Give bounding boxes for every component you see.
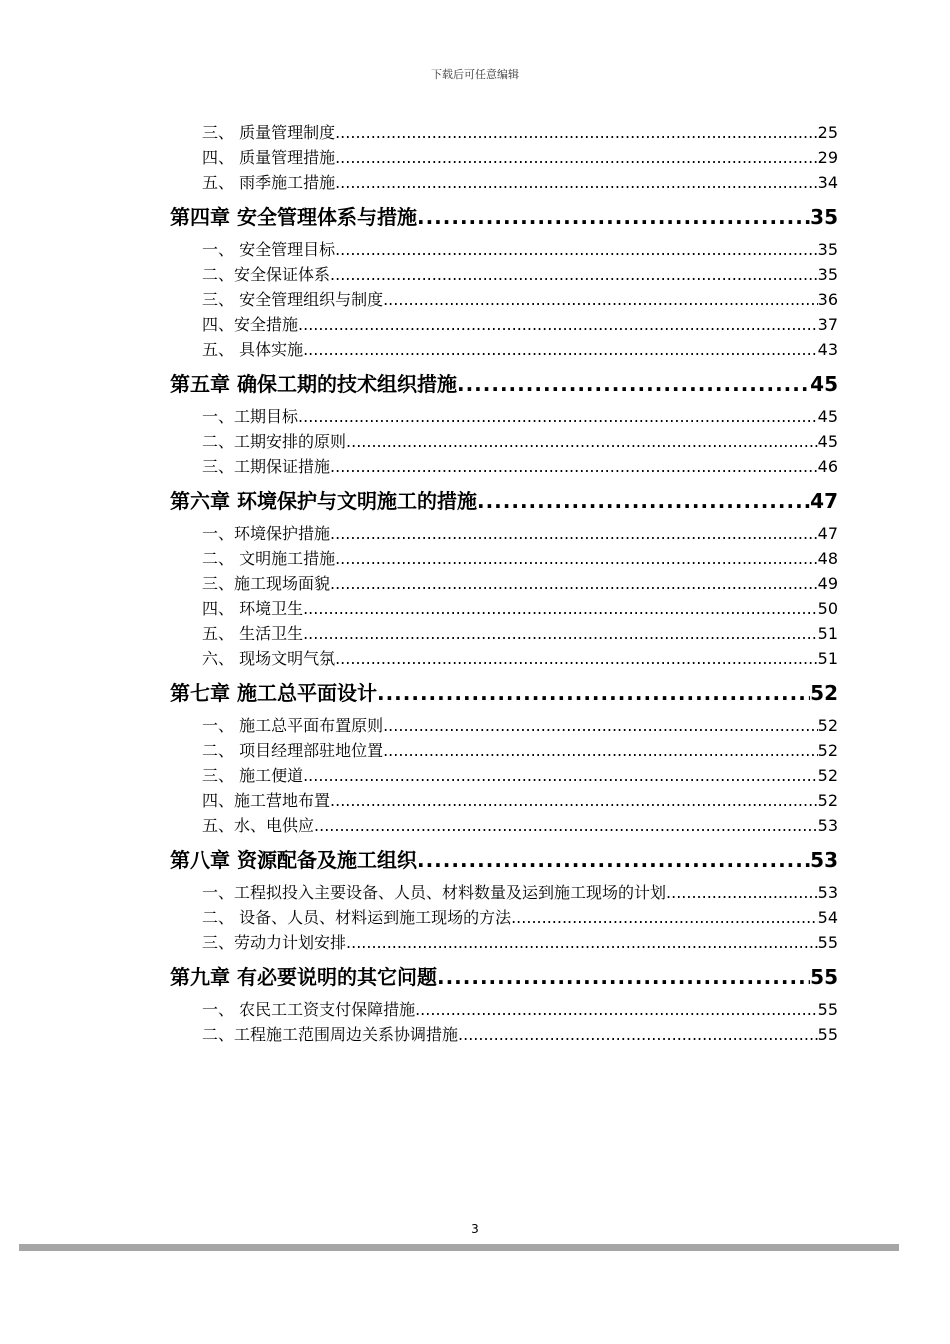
- toc-entry-page: 48: [817, 549, 838, 568]
- toc-entry-page: 34: [817, 173, 838, 192]
- toc-entry-label: 二、工程施工范围周边关系协调措施: [202, 1025, 459, 1044]
- toc-item[interactable]: [170, 454, 838, 479]
- toc-leader-dots: [511, 905, 818, 930]
- toc-entry-page: 29: [817, 148, 838, 167]
- toc-item[interactable]: [170, 713, 838, 738]
- toc-leader-dots: [330, 521, 818, 546]
- toc-item[interactable]: [170, 337, 838, 362]
- toc-item[interactable]: [170, 813, 838, 838]
- toc-entry-label: 第八章 资源配备及施工组织: [170, 848, 417, 872]
- toc-entry-page: 47: [817, 524, 838, 543]
- toc-leader-dots: [457, 366, 810, 402]
- toc-leader-dots: [383, 287, 818, 312]
- toc-entry-page: 53: [817, 816, 838, 835]
- toc-leader-dots: [383, 738, 818, 763]
- toc-entry-page: 45: [817, 407, 838, 426]
- toc-leader-dots: [458, 1022, 818, 1047]
- toc-entry-page: 53: [810, 848, 838, 872]
- toc-entry-page: 51: [817, 649, 838, 668]
- toc-leader-dots: [477, 483, 810, 519]
- toc-entry-label: 四、安全措施: [202, 315, 299, 334]
- toc-entry-page: 46: [817, 457, 838, 476]
- toc-item[interactable]: [170, 880, 838, 905]
- toc-entry-page: 52: [817, 741, 838, 760]
- toc-entry-page: 51: [817, 624, 838, 643]
- toc-entry-page: 36: [817, 290, 838, 309]
- toc-leader-dots: [335, 145, 818, 170]
- toc-entry-page: 52: [817, 791, 838, 810]
- toc-chapter[interactable]: [170, 842, 838, 878]
- toc-item[interactable]: [170, 170, 838, 195]
- toc-leader-dots: [383, 713, 818, 738]
- toc-entry-page: 49: [817, 574, 838, 593]
- toc-leader-dots: [335, 170, 818, 195]
- toc-entry-label: 第五章 确保工期的技术组织措施: [170, 372, 457, 396]
- toc-entry-page: 52: [817, 766, 838, 785]
- toc-entry-label: 三、工期保证措施: [202, 457, 331, 476]
- toc-item[interactable]: [170, 646, 838, 671]
- toc-entry-page: 52: [817, 716, 838, 735]
- toc-leader-dots: [314, 813, 818, 838]
- toc-entry-label: 五、 雨季施工措施: [202, 173, 336, 192]
- toc-entry-label: 四、 质量管理措施: [202, 148, 336, 167]
- toc-leader-dots: [303, 763, 818, 788]
- toc-entry-label: 第六章 环境保护与文明施工的措施: [170, 489, 477, 513]
- toc-entry-page: 45: [810, 372, 838, 396]
- toc-item[interactable]: [170, 763, 838, 788]
- toc-entry-label: 一、工程拟投入主要设备、人员、材料数量及运到施工现场的计划: [202, 883, 667, 902]
- toc-entry-page: 52: [810, 681, 838, 705]
- page-header: 下载后可任意编辑: [431, 68, 519, 81]
- footer-rule: [19, 1244, 899, 1251]
- toc-entry-label: 五、 具体实施: [202, 340, 304, 359]
- toc-item[interactable]: [170, 404, 838, 429]
- toc-item[interactable]: [170, 788, 838, 813]
- toc-entry-label: 第四章 安全管理体系与措施: [170, 205, 417, 229]
- toc-entry-label: 三、 施工便道: [202, 766, 304, 785]
- toc-leader-dots: [346, 930, 818, 955]
- toc-leader-dots: [415, 997, 818, 1022]
- toc-item[interactable]: [170, 546, 838, 571]
- toc-entry-label: 二、 项目经理部驻地位置: [202, 741, 384, 760]
- toc-chapter[interactable]: [170, 199, 838, 235]
- toc-item[interactable]: [170, 262, 838, 287]
- toc-leader-dots: [298, 404, 818, 429]
- toc-entry-label: 三、劳动力计划安排: [202, 933, 347, 952]
- toc-item[interactable]: [170, 312, 838, 337]
- toc-entry-page: 55: [817, 1000, 838, 1019]
- toc-entry-label: 五、 生活卫生: [202, 624, 304, 643]
- toc-leader-dots: [330, 571, 818, 596]
- toc-entry-label: 一、工期目标: [202, 407, 299, 426]
- toc-item[interactable]: [170, 429, 838, 454]
- toc-leader-dots: [303, 337, 818, 362]
- toc-entry-page: 43: [817, 340, 838, 359]
- toc-leader-dots: [335, 120, 818, 145]
- toc-item[interactable]: [170, 120, 838, 145]
- toc-leader-dots: [377, 675, 810, 711]
- toc-leader-dots: [330, 262, 818, 287]
- toc-item[interactable]: [170, 596, 838, 621]
- toc-item[interactable]: [170, 145, 838, 170]
- toc-leader-dots: [335, 646, 818, 671]
- toc-leader-dots: [303, 596, 818, 621]
- toc-leader-dots: [298, 312, 818, 337]
- toc-leader-dots: [666, 880, 818, 905]
- toc-entry-label: 三、施工现场面貌: [202, 574, 331, 593]
- toc-leader-dots: [330, 788, 818, 813]
- toc-entry-label: 一、 安全管理目标: [202, 240, 336, 259]
- toc-entry-page: 47: [810, 489, 838, 513]
- toc-entry-label: 六、 现场文明气氛: [202, 649, 336, 668]
- toc-entry-page: 37: [817, 315, 838, 334]
- toc-entry-page: 55: [817, 1025, 838, 1044]
- toc-chapter[interactable]: [170, 366, 838, 402]
- toc-item[interactable]: [170, 905, 838, 930]
- toc-entry-label: 一、环境保护措施: [202, 524, 331, 543]
- toc-item[interactable]: [170, 1022, 838, 1047]
- toc-leader-dots: [330, 454, 818, 479]
- toc-entry-page: 35: [817, 240, 838, 259]
- toc-entry-label: 三、 安全管理组织与制度: [202, 290, 384, 309]
- table-of-contents: [170, 120, 838, 1047]
- toc-item[interactable]: [170, 930, 838, 955]
- toc-entry-label: 第七章 施工总平面设计: [170, 681, 377, 705]
- toc-leader-dots: [417, 842, 810, 878]
- toc-item[interactable]: [170, 997, 838, 1022]
- toc-chapter[interactable]: [170, 959, 838, 995]
- toc-entry-label: 一、 农民工工资支付保障措施: [202, 1000, 416, 1019]
- toc-entry-label: 四、施工营地布置: [202, 791, 331, 810]
- toc-entry-page: 54: [817, 908, 838, 927]
- toc-chapter[interactable]: [170, 483, 838, 519]
- toc-entry-page: 50: [817, 599, 838, 618]
- toc-entry-label: 二、 设备、人员、材料运到施工现场的方法: [202, 908, 512, 927]
- toc-entry-page: 55: [810, 965, 838, 989]
- toc-entry-label: 一、 施工总平面布置原则: [202, 716, 384, 735]
- toc-entry-page: 25: [817, 123, 838, 142]
- toc-entry-label: 五、水、电供应: [202, 816, 315, 835]
- toc-entry-page: 35: [810, 205, 838, 229]
- page-number: 3: [471, 1222, 479, 1236]
- toc-item[interactable]: [170, 521, 838, 546]
- toc-item[interactable]: [170, 738, 838, 763]
- toc-entry-label: 二、安全保证体系: [202, 265, 331, 284]
- toc-entry-label: 第九章 有必要说明的其它问题: [170, 965, 437, 989]
- toc-item[interactable]: [170, 571, 838, 596]
- toc-entry-label: 四、 环境卫生: [202, 599, 304, 618]
- toc-entry-page: 55: [817, 933, 838, 952]
- toc-entry-label: 二、工期安排的原则: [202, 432, 347, 451]
- toc-chapter[interactable]: [170, 675, 838, 711]
- toc-leader-dots: [335, 546, 818, 571]
- toc-entry-label: 三、 质量管理制度: [202, 123, 336, 142]
- toc-item[interactable]: [170, 287, 838, 312]
- toc-item[interactable]: [170, 237, 838, 262]
- toc-entry-label: 二、 文明施工措施: [202, 549, 336, 568]
- toc-leader-dots: [437, 959, 810, 995]
- toc-leader-dots: [303, 621, 818, 646]
- toc-leader-dots: [346, 429, 818, 454]
- toc-leader-dots: [335, 237, 818, 262]
- toc-leader-dots: [417, 199, 810, 235]
- toc-entry-page: 35: [817, 265, 838, 284]
- toc-entry-page: 53: [817, 883, 838, 902]
- toc-item[interactable]: [170, 621, 838, 646]
- toc-entry-page: 45: [817, 432, 838, 451]
